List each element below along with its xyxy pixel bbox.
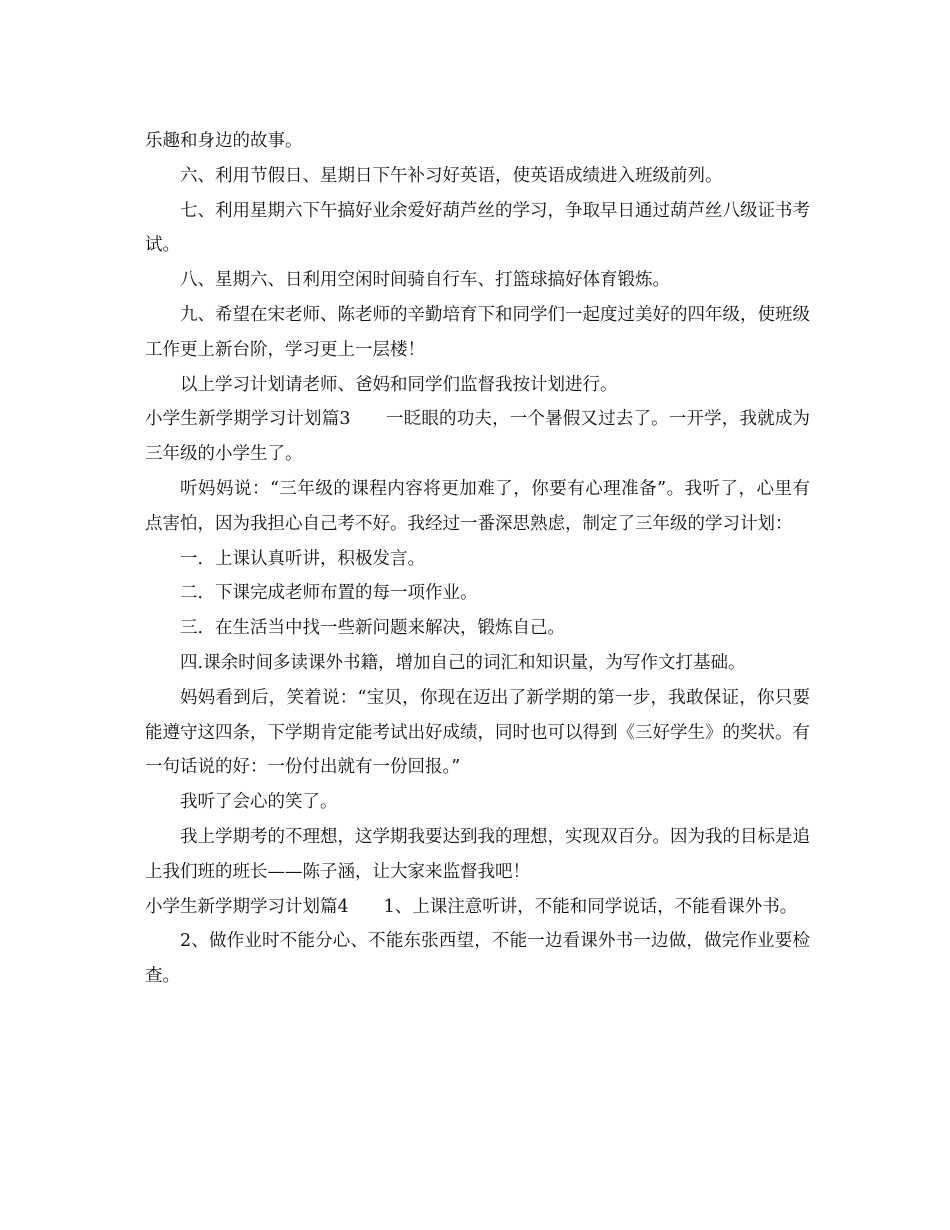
paragraph-15: 我上学期考的不理想，这学期我要达到我的理想，实现双百分。因为我的目标是追上我们班的班长——陈子涵，让大家来监督我吧！	[145, 826, 810, 882]
section-heading-4: 小学生新学期学习计划篇4 1、上课注意听讲，不能和同学说话，不能看课外书。	[145, 896, 798, 917]
paragraph-14: 我听了会心的笑了。	[180, 792, 338, 813]
paragraph-13: 妈妈看到后，笑着说：“宝贝，你现在迈出了新学期的第一步，我敢保证，你只要能遵守这四条，下学期肯定能考试出好成绩，同时也可以得到《三好学生》的奖状。有一句话说的好：一份付出就有一份回报。”	[145, 687, 810, 778]
paragraph-17: 2、做作业时不能分心、不能东张西望，不能一边看课外书一边做，做完作业要检查。	[145, 931, 810, 987]
paragraph-4: 八、星期六、日利用空闲时间骑自行车、打篮球搞好体育锻炼。	[180, 270, 670, 291]
list-item-3: 三．在生活当中找一些新问题来解决，锻炼自己。	[180, 618, 565, 639]
paragraph-2: 六、利用节假日、星期日下午补习好英语，使英语成绩进入班级前列。	[180, 165, 723, 186]
list-item-2: 二．下课完成老师布置的每一项作业。	[180, 583, 478, 604]
list-item-4: 四.课余时间多读课外书籍，增加自己的词汇和知识量，为写作文打基础。	[180, 652, 746, 673]
paragraph-3: 七、利用星期六下午搞好业余爱好葫芦丝的学习，争取早日通过葫芦丝八级证书考试。	[145, 200, 810, 256]
paragraph-5: 九、希望在宋老师、陈老师的辛勤培育下和同学们一起度过美好的四年级，使班级工作更上新台阶，学习更上一层楼！	[145, 304, 810, 360]
document-body	[145, 124, 810, 994]
paragraph-8: 听妈妈说：“三年级的课程内容将更加难了，你要有心理准备”。我听了，心里有点害怕，因为我担心自己考不好。我经过一番深思熟虑，制定了三年级的学习计划：	[145, 478, 810, 534]
paragraph-6: 以上学习计划请老师、爸妈和同学们监督我按计划进行。	[180, 374, 618, 395]
paragraph-1: 乐趣和身边的故事。	[145, 131, 303, 151]
list-item-1: 一．上课认真听讲，积极发言。	[180, 548, 425, 569]
section-heading-3: 小学生新学期学习计划篇3 一眨眼的功夫，一个暑假又过去了。一开学，我就成为三年级的小学生了。	[145, 409, 810, 465]
